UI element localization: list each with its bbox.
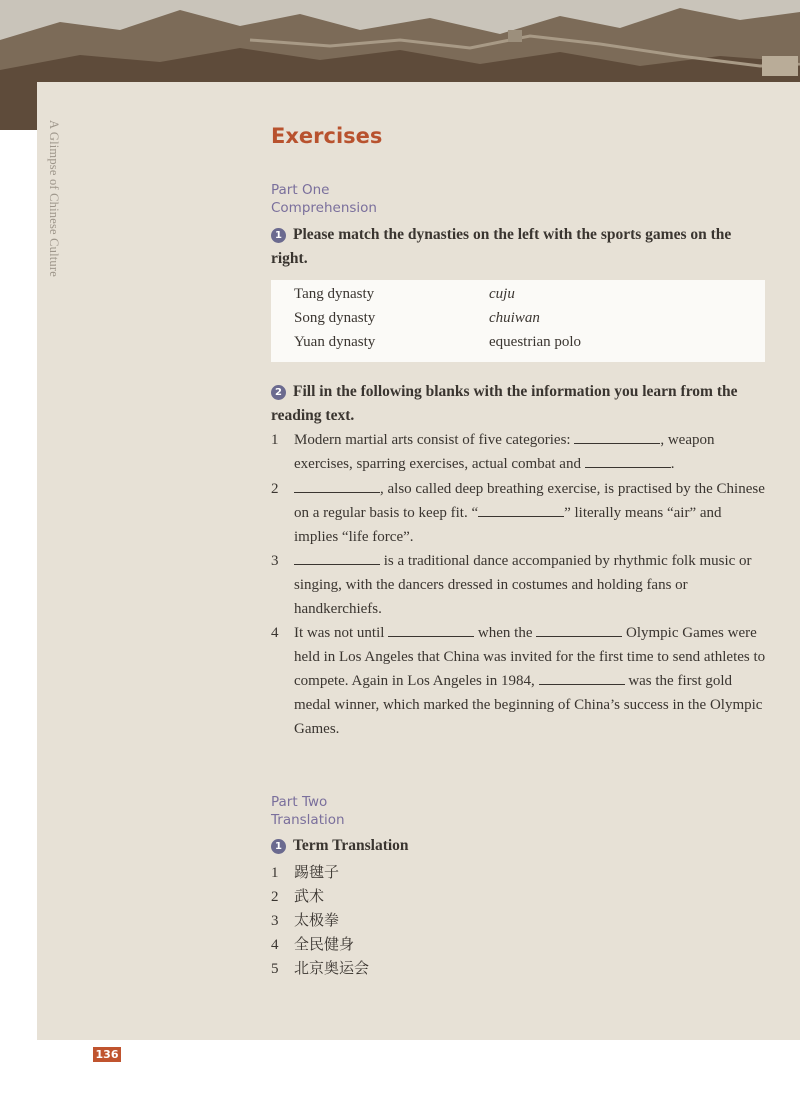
item-text: is a traditional dance accompanied by rhythmic folk music or singing, with the dancers dressed in costumes and holding fans or handkerchiefs.	[294, 553, 752, 617]
blank[interactable]	[536, 622, 622, 637]
term-number: 5	[271, 961, 279, 977]
term-item	[271, 933, 354, 954]
term-item	[271, 957, 369, 978]
item-text: when the	[474, 625, 537, 641]
item-text: , weapon exercises, sparring exercises, actual combat and	[294, 432, 715, 472]
running-title: A Glimpse of Chinese Culture	[47, 120, 61, 277]
term-text: 踢毽子	[294, 865, 340, 881]
question-1	[271, 223, 766, 271]
term-item	[271, 861, 339, 882]
term-number: 3	[271, 913, 279, 929]
blank[interactable]	[574, 429, 660, 444]
term-text: 太极拳	[294, 913, 340, 929]
match-row	[294, 334, 582, 351]
blank[interactable]	[294, 478, 380, 493]
item-number: 3	[271, 553, 279, 569]
item-text: , also called deep breathing exercise, is practised by the Chinese on a regular basis to keep fit. “	[294, 481, 765, 521]
item-text: was the first gold medal winner, which marked the beginning of China’s success in the Olympic Games.	[294, 673, 763, 737]
fill-item	[271, 477, 766, 549]
part-two-label: Part Two	[271, 794, 328, 810]
item-text: It was not until	[294, 625, 389, 641]
match-row	[294, 286, 515, 303]
fill-item	[271, 549, 766, 621]
match-right: chuiwan	[489, 310, 540, 326]
term-number: 4	[271, 937, 279, 953]
fill-item	[271, 428, 766, 476]
question-2-text: Fill in the following blanks with the information you learn from the reading text.	[271, 383, 738, 424]
part-one-section: Comprehension	[271, 200, 377, 216]
term-text: 武术	[294, 889, 325, 905]
blank[interactable]	[388, 622, 474, 637]
question-1-text: Please match the dynasties on the left with the sports games on the right.	[271, 226, 732, 267]
item-text: ” literally means “air” and implies “life force”.	[294, 505, 722, 545]
term-number: 1	[271, 865, 279, 881]
blank[interactable]	[478, 502, 564, 517]
item-number: 2	[271, 481, 279, 497]
question-3	[271, 834, 766, 858]
term-item	[271, 909, 339, 930]
number-1-icon: 1	[271, 839, 286, 854]
match-right: cuju	[489, 286, 515, 302]
match-left: Song dynasty	[294, 310, 376, 326]
part-one-label: Part One	[271, 182, 330, 198]
item-number: 4	[271, 625, 279, 641]
item-text: Modern martial arts consist of five categories:	[294, 432, 575, 448]
item-text: .	[670, 456, 675, 472]
match-left: Tang dynasty	[294, 286, 375, 302]
term-text: 全民健身	[294, 937, 355, 953]
matching-table	[271, 280, 765, 362]
number-1-icon: 1	[271, 228, 286, 243]
match-right: equestrian polo	[489, 334, 582, 350]
blank[interactable]	[294, 550, 380, 565]
blank[interactable]	[539, 670, 625, 685]
fill-item	[271, 621, 766, 741]
item-text: Olympic Games were held in Los Angeles that China was invited for the first time to send athletes to compete. Again in Los Angeles in 1984,	[294, 625, 766, 689]
match-left: Yuan dynasty	[294, 334, 376, 350]
term-text: 北京奥运会	[294, 961, 370, 977]
blank[interactable]	[585, 453, 671, 468]
term-item	[271, 885, 324, 906]
part-two-section: Translation	[271, 812, 345, 828]
question-2	[271, 380, 766, 428]
question-3-text: Term Translation	[293, 837, 409, 854]
item-number: 1	[271, 432, 279, 448]
page-number: 136	[93, 1047, 121, 1062]
match-row	[294, 310, 540, 327]
term-number: 2	[271, 889, 279, 905]
number-2-icon: 2	[271, 385, 286, 400]
page-heading: Exercises	[271, 124, 383, 148]
